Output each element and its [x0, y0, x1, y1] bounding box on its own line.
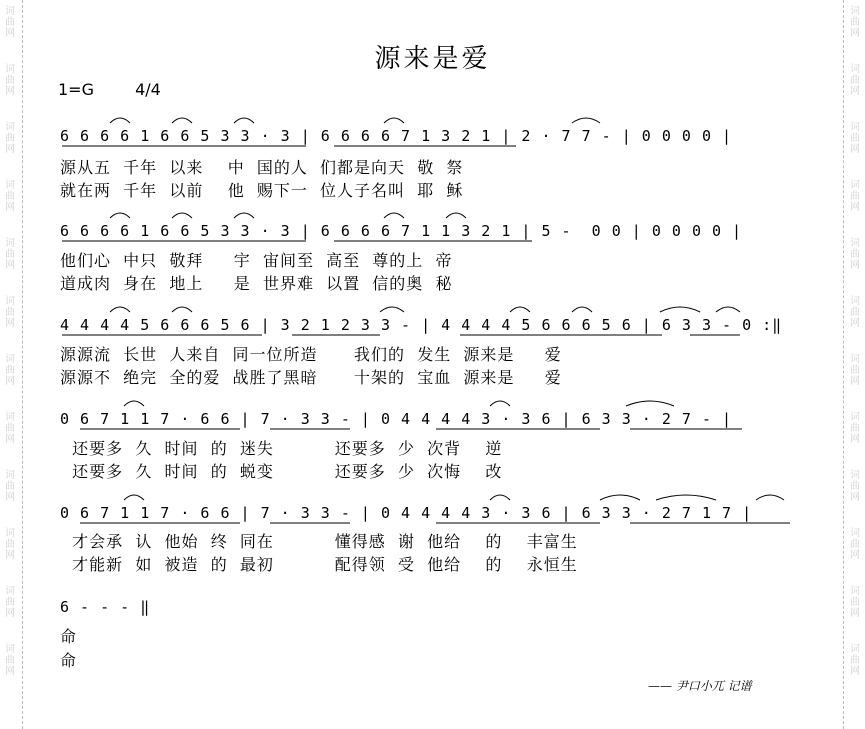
notation-line: 6 6 6 6 1 6 6 5 3 3 · 3 | 6 6 6 6 7 1 3 2 1 | 2 · 7 7 - | 0 0 0 0 | [60, 127, 733, 145]
slur [756, 495, 784, 500]
lyric-line-verse-1: 他们心 中只 敬拜 宇 宙间至 高至 尊的上 帝 [60, 251, 453, 270]
lyric-line-verse-2: 就在两 千年 以前 他 赐下一 位人子名叫 耶 稣 [60, 181, 464, 200]
notation-line: 4 4 4 4 5 6 6 6 5 6 | 3 2 1 2 3 3 - | 4 4 4 4 5 6 6 6 5 6 | 6 3 3 - 0 :‖ [60, 316, 783, 334]
slur [490, 495, 510, 500]
slur [384, 213, 404, 218]
slur [656, 495, 716, 500]
notation-line: 6 - - - ‖ [60, 598, 151, 616]
key-and-time [58, 80, 197, 99]
notation-line: 0 6 7 1 1 7 · 6 6 | 7 · 3 3 - | 0 4 4 4 4 3 · 3 6 | 6 3 3 · 2 7 1 7 | [60, 504, 753, 522]
slur [110, 213, 130, 218]
slur [572, 118, 600, 123]
slur [172, 307, 192, 312]
notation-line: 0 6 7 1 1 7 · 6 6 | 7 · 3 3 - | 0 4 4 4 4 3 · 3 6 | 6 3 3 · 2 7 - | [60, 410, 733, 428]
slur [446, 213, 466, 218]
slur [660, 307, 700, 312]
slur [716, 307, 740, 312]
slur [626, 401, 674, 406]
lyric-line-verse-1: 还要多 久 时间 的 迷失 还要多 少 次背 逆 [60, 439, 503, 458]
lyric-line-verse-1: 源从五 千年 以来 中 国的人 们都是向天 敬 祭 [60, 158, 464, 177]
slur [124, 495, 144, 500]
slur [110, 118, 130, 123]
lyric-line-verse-1: 源源流 长世 人来自 同一位所造 我们的 发生 源来是 爱 [60, 345, 562, 364]
left-page-border [22, 0, 23, 729]
lyric-line-verse-2: 才能新 如 被造 的 最初 配得领 受 他给 的 永恒生 [60, 555, 578, 574]
slur [490, 401, 510, 406]
transcriber-credit: —— 尹口小兀 记谱 [648, 679, 752, 693]
right-page-border [843, 0, 844, 729]
lyric-line-verse-2: 源源不 绝完 全的爱 战胜了黑暗 十架的 宝血 源来是 爱 [60, 368, 562, 387]
key-signature: 1=G [58, 80, 94, 99]
lyric-line-verse-2: 命 [60, 651, 78, 670]
song-title: 源来是爱 [374, 44, 491, 74]
slur [110, 307, 130, 312]
slur [172, 213, 192, 218]
slur [234, 213, 254, 218]
slur [380, 307, 404, 312]
slur [384, 118, 404, 123]
notation-line: 6 6 6 6 1 6 6 5 3 3 · 3 | 6 6 6 6 7 1 1 3 2 1 | 5 - 0 0 | 0 0 0 0 | [60, 222, 743, 240]
slur [510, 307, 530, 312]
lyric-line-verse-2: 还要多 久 时间 的 蜕变 还要多 少 次悔 改 [60, 462, 503, 481]
time-signature: 4/4 [135, 80, 161, 99]
slur [572, 307, 592, 312]
lyric-line-verse-1: 命 [60, 627, 78, 646]
lyric-line-verse-1: 才会承 认 他始 终 同在 懂得感 谢 他给 的 丰富生 [60, 532, 578, 551]
slur [234, 118, 254, 123]
slur [172, 118, 192, 123]
lyric-line-verse-2: 道成肉 身在 地上 是 世界难 以置 信的奥 秘 [60, 274, 453, 293]
slur [600, 495, 640, 500]
slur [124, 401, 144, 406]
